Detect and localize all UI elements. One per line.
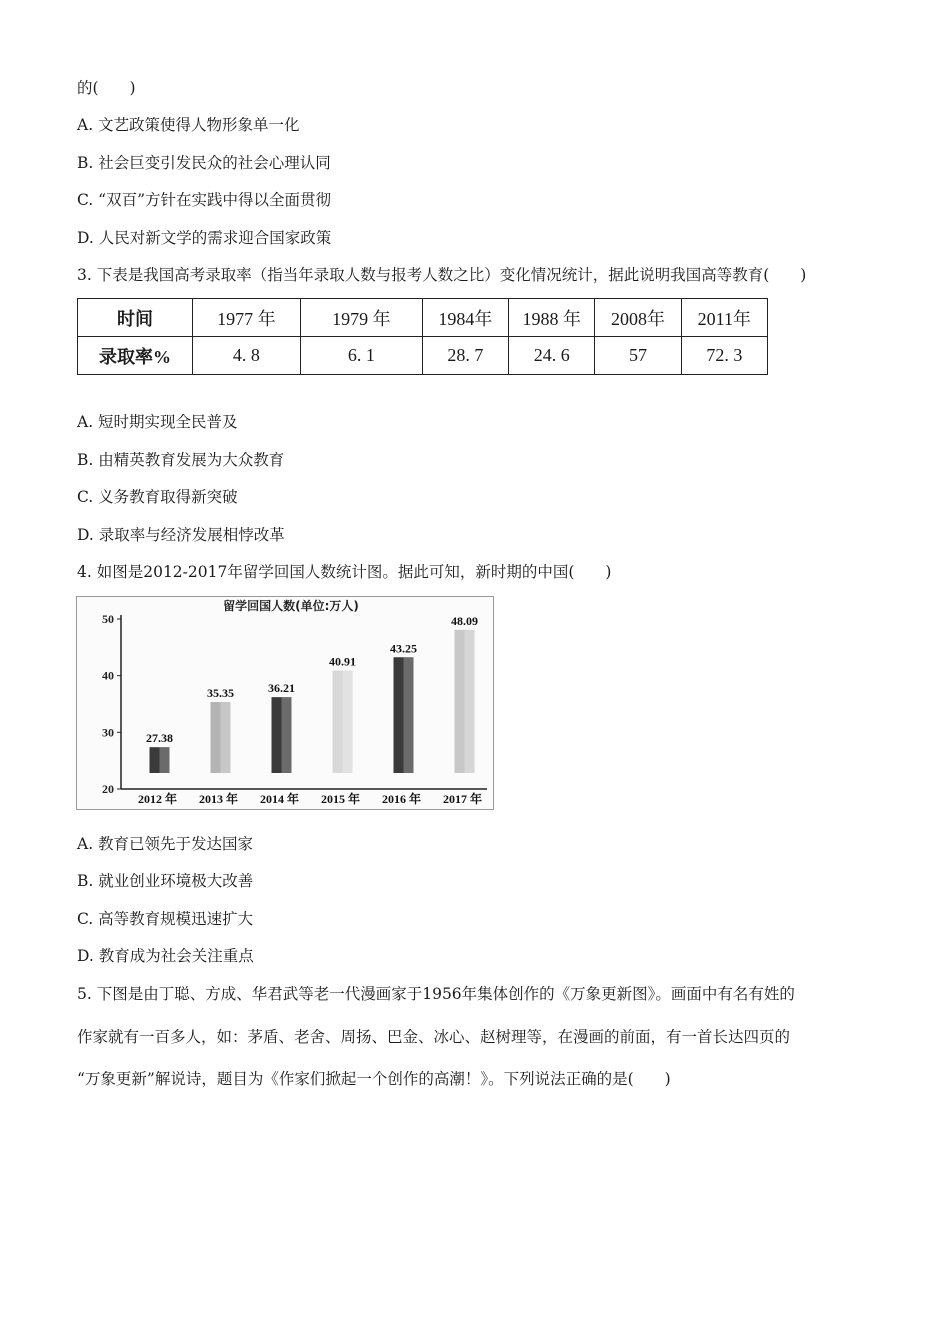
table-cell: 72. 3 <box>681 337 767 375</box>
table-cell: 24. 6 <box>509 337 595 375</box>
table-cell: 2008年 <box>595 299 681 337</box>
q2-option-c[interactable]: C. “双百”方针在实践中得以全面贯彻 <box>77 191 332 209</box>
table-cell: 录取率% <box>78 337 193 375</box>
bar-highlight <box>343 671 353 773</box>
chart-bars <box>150 630 475 773</box>
table-cell: 1979 年 <box>300 299 422 337</box>
y-tick-label: 40 <box>102 668 114 683</box>
chart-canvas <box>77 597 493 809</box>
table-row <box>78 337 768 375</box>
q4-option-a[interactable]: A. 教育已领先于发达国家 <box>77 835 254 853</box>
q3-option-c[interactable]: C. 义务教育取得新突破 <box>77 488 238 506</box>
q3-option-b[interactable]: B. 由精英教育发展为大众教育 <box>77 451 285 469</box>
q4-option-b[interactable]: B. 就业创业环境极大改善 <box>77 872 254 890</box>
x-tick-label: 2015 年 <box>320 792 361 806</box>
data-label: 35.35 <box>207 686 234 701</box>
question-3-stem: 3. 下表是我国高考录取率（指当年录取人数与报考人数之比）变化情况统计，据此说明我国高等教育( ) <box>77 266 807 284</box>
table-cell: 时间 <box>78 299 193 337</box>
data-label: 36.21 <box>268 681 295 696</box>
data-label: 43.25 <box>390 641 417 656</box>
y-tick-label: 20 <box>102 782 114 796</box>
bar-highlight <box>404 657 414 773</box>
q4-option-d[interactable]: D. 教育成为社会关注重点 <box>77 947 254 965</box>
data-label: 48.09 <box>451 613 478 628</box>
table-cell: 4. 8 <box>192 337 300 375</box>
y-tick-label: 50 <box>102 612 114 626</box>
table-cell: 1977 年 <box>192 299 300 337</box>
chart-title: 留学回国人数(单位:万人) <box>223 599 359 613</box>
data-label: 40.91 <box>329 654 356 669</box>
x-tick-label: 2016 年 <box>381 792 422 806</box>
table-cell: 2011年 <box>681 299 767 337</box>
bar-highlight <box>160 747 170 773</box>
y-tick-label: 30 <box>102 725 114 740</box>
question-5-line-2: 作家就有一百多人，如：茅盾、老舍、周扬、巴金、冰心、赵树理等，在漫画的前面，有一首长达四页的 <box>77 1028 791 1046</box>
table-cell: 1984年 <box>422 299 508 337</box>
q3-option-d[interactable]: D. 录取率与经济发展相悖改革 <box>77 526 285 544</box>
x-tick-label: 2017 年 <box>442 792 483 806</box>
question-4-stem: 4. 如图是2012-2017年留学回国人数统计图。据此可知，新时期的中国( ) <box>77 563 612 581</box>
q2-option-d[interactable]: D. 人民对新文学的需求迎合国家政策 <box>77 229 332 247</box>
admission-rate-table <box>77 298 768 375</box>
data-label: 27.38 <box>146 731 173 746</box>
table-cell: 6. 1 <box>300 337 422 375</box>
x-tick-label: 2013 年 <box>198 792 239 806</box>
bar-highlight <box>282 697 292 773</box>
q2-option-a[interactable]: A. 文艺政策使得人物形象单一化 <box>77 116 300 134</box>
returnee-bar-chart <box>76 596 494 810</box>
q4-option-c[interactable]: C. 高等教育规模迅速扩大 <box>77 910 254 928</box>
chart-labels <box>138 614 482 806</box>
x-tick-label: 2014 年 <box>259 792 300 806</box>
x-tick-label: 2012 年 <box>137 792 178 806</box>
table-header-row <box>78 299 768 337</box>
table-cell: 28. 7 <box>422 337 508 375</box>
bar-highlight <box>465 630 475 773</box>
question-2-stem-tail: 的( ) <box>77 79 136 97</box>
q3-option-a[interactable]: A. 短时期实现全民普及 <box>77 413 238 431</box>
q2-option-b[interactable]: B. 社会巨变引发民众的社会心理认同 <box>77 154 331 172</box>
question-5-line-1: 5. 下图是由丁聪、方成、华君武等老一代漫画家于1956年集体创作的《万象更新图》。画面中有名有姓的 <box>77 985 795 1003</box>
table-cell: 57 <box>595 337 681 375</box>
bar-highlight <box>221 702 231 773</box>
question-5-line-3: “万象更新”解说诗，题目为《作家们掀起一个创作的高潮！》。下列说法正确的是( ) <box>77 1070 671 1088</box>
table-cell: 1988 年 <box>509 299 595 337</box>
